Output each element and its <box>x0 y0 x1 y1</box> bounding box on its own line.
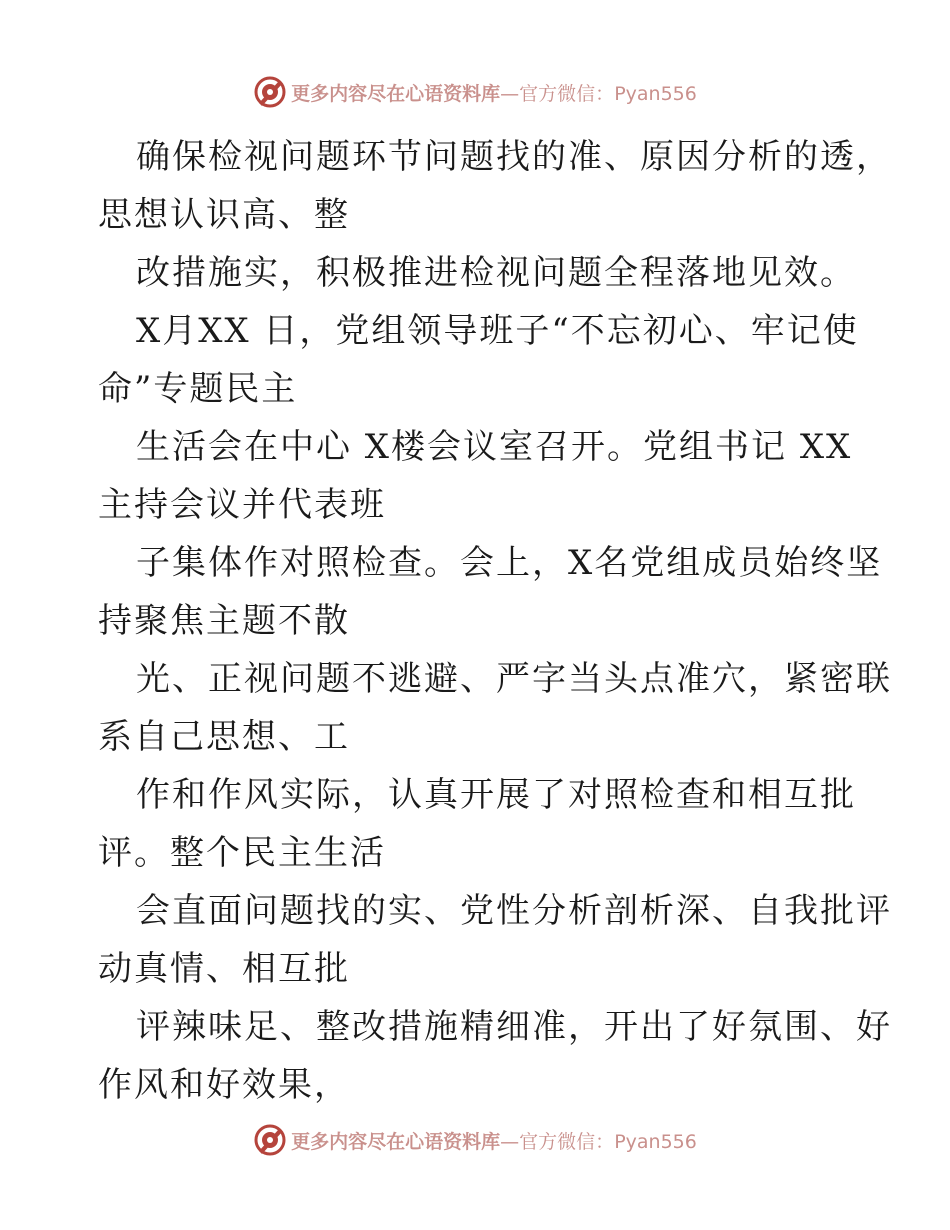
footer-banner <box>0 1120 950 1160</box>
banner-text: 更多内容尽在心语资料库—官方微信：Pyan556 <box>291 1130 697 1153</box>
text-line: 思想认识高、整 <box>98 195 350 235</box>
pen-logo-icon <box>253 1123 287 1157</box>
text-line: 命”专题民主 <box>98 369 298 409</box>
pen-logo-icon <box>253 75 287 109</box>
text-line: 生活会在中心 X楼会议室召开。党组书记 XX <box>136 427 853 467</box>
text-line: 光、正视问题不逃避、严字当头点准穴，紧密联 <box>136 659 892 699</box>
text-line: 系自己思想、工 <box>98 717 350 757</box>
text-line: X月XX 日，党组领导班子“不忘初心、牢记使 <box>136 311 859 351</box>
header-banner <box>0 72 950 112</box>
banner-text: 更多内容尽在心语资料库—官方微信：Pyan556 <box>291 82 697 105</box>
text-line: 作风和好效果， <box>98 1065 350 1105</box>
text-line: 会直面问题找的实、党性分析剖析深、自我批评 <box>136 891 892 931</box>
text-line: 确保检视问题环节问题找的准、原因分析的透， <box>136 137 892 177</box>
text-line: 作和作风实际，认真开展了对照检查和相互批 <box>136 775 856 815</box>
text-line: 评辣味足、整改措施精细准，开出了好氛围、好 <box>136 1007 892 1047</box>
text-line: 主持会议并代表班 <box>98 485 386 525</box>
text-line: 评。整个民主生活 <box>98 833 386 873</box>
text-line: 子集体作对照检查。会上，X名党组成员始终坚 <box>136 543 883 583</box>
text-line: 持聚焦主题不散 <box>98 601 350 641</box>
text-line: 动真情、相互批 <box>98 949 350 989</box>
text-line: 改措施实，积极推进检视问题全程落地见效。 <box>136 253 856 293</box>
document-body <box>98 128 892 1114</box>
